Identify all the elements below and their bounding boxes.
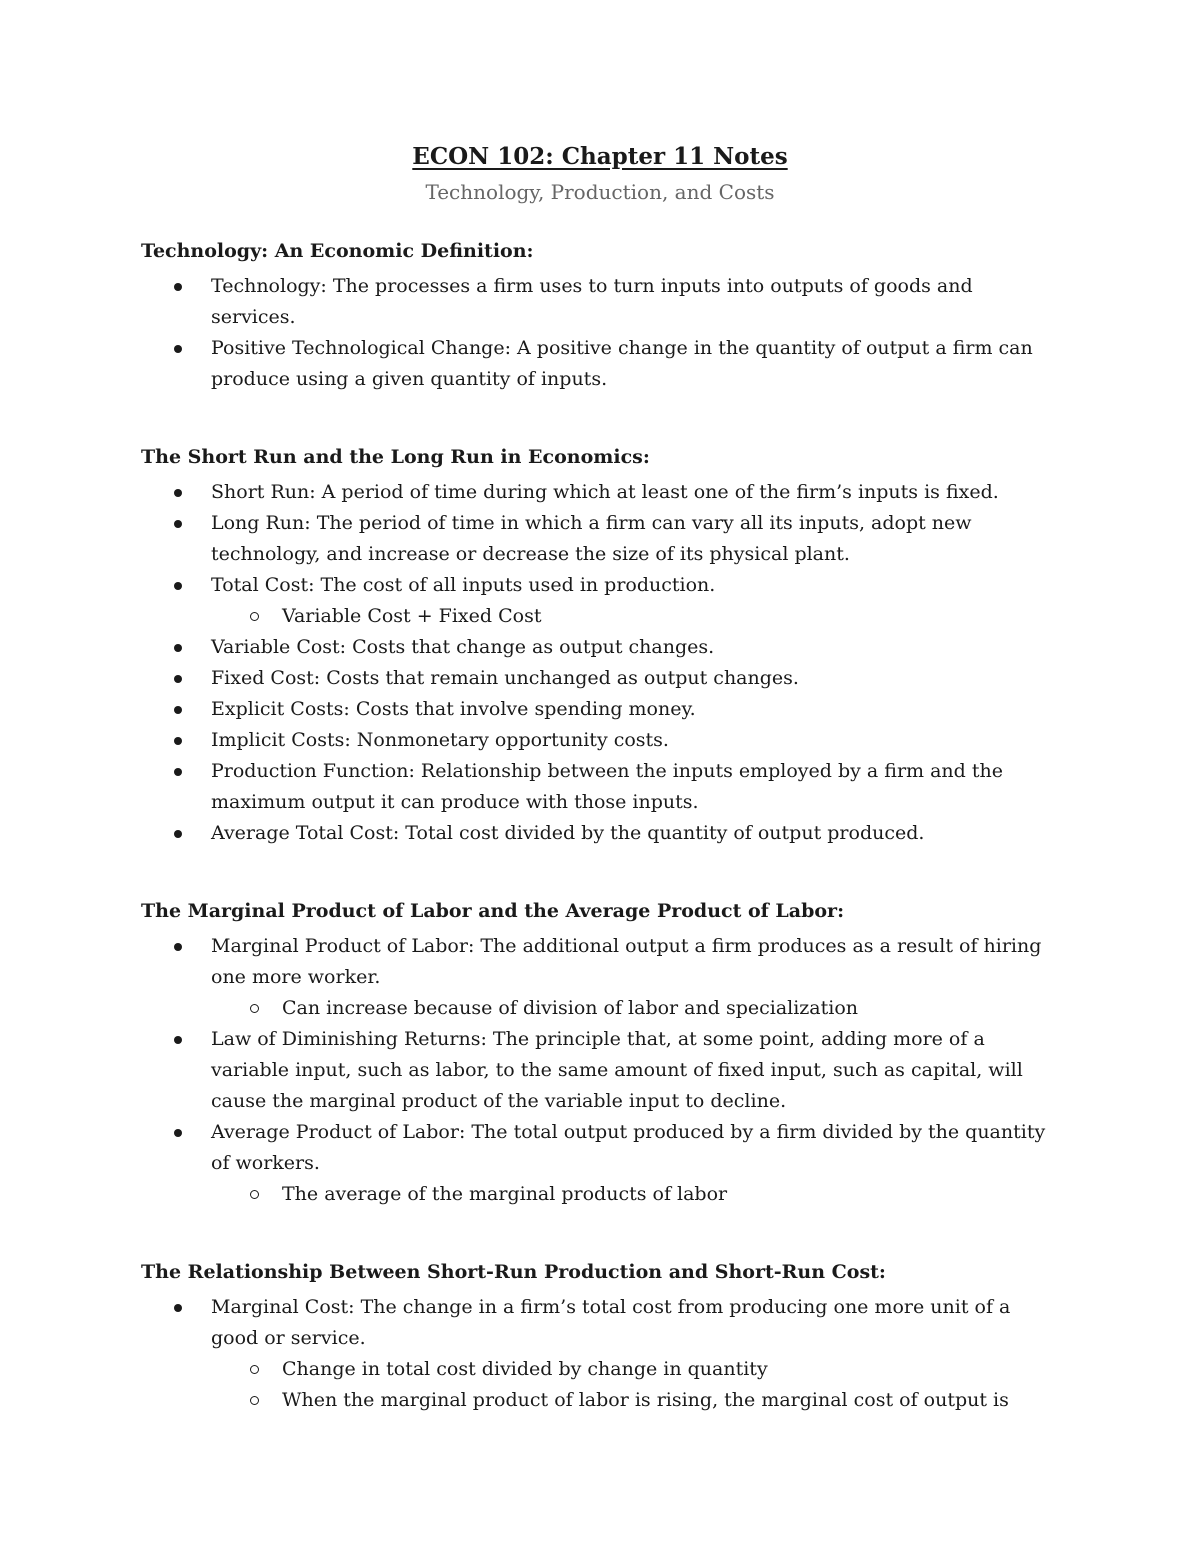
list-item: [141, 663, 1061, 694]
list-item: [141, 333, 1061, 395]
sub-list-item: [211, 1385, 1061, 1416]
list-item: [141, 508, 1061, 570]
bullet-icon: [174, 737, 182, 745]
sub-list: [211, 1354, 1061, 1416]
list-item-text: Average Total Cost: Total cost divided by the quantity of output produced.: [211, 822, 925, 844]
list-item-text: Positive Technological Change: A positive change in the quantity of output a firm can produce using a given quantity of inputs.: [211, 337, 1033, 390]
bullet-icon: [174, 943, 182, 951]
sub-list-item: [211, 601, 1061, 632]
sub-list-item: [211, 1179, 1061, 1210]
bullet-icon: [174, 1129, 182, 1137]
list-item-text: Technology: The processes a firm uses to turn inputs into outputs of goods and services.: [211, 275, 973, 328]
bullet-list: [141, 1292, 1061, 1416]
hollow-bullet-icon: [250, 612, 259, 621]
list-item: [141, 1117, 1061, 1210]
sub-list-item-text: Change in total cost divided by change in quantity: [282, 1358, 768, 1380]
list-item: [141, 725, 1061, 756]
section: [141, 236, 1061, 395]
list-item: [141, 756, 1061, 818]
bullet-list: [141, 271, 1061, 395]
sub-list-item: [211, 993, 1061, 1024]
list-item-text: Marginal Cost: The change in a firm’s total cost from producing one more unit of a good or service.: [211, 1296, 1011, 1349]
hollow-bullet-icon: [250, 1004, 259, 1013]
sub-list: [211, 1179, 1061, 1210]
section-heading: The Relationship Between Short-Run Production and Short-Run Cost:: [141, 1261, 886, 1283]
section-heading: The Short Run and the Long Run in Economics:: [141, 446, 650, 468]
list-item-text: Law of Diminishing Returns: The principle that, at some point, adding more of a variable input, such as labor, to the same amount of fixed input, such as capital, will cause the marginal product of the variable input to decline.: [211, 1028, 1023, 1112]
sub-list-item-text: When the marginal product of labor is rising, the marginal cost of output is: [282, 1389, 1009, 1411]
section-heading: The Marginal Product of Labor and the Average Product of Labor:: [141, 900, 845, 922]
bullet-icon: [174, 706, 182, 714]
bullet-icon: [174, 283, 182, 291]
hollow-bullet-icon: [250, 1190, 259, 1199]
list-item: [141, 271, 1061, 333]
list-item-text: Long Run: The period of time in which a firm can vary all its inputs, adopt new technology, and increase or decrease the size of its physical plant.: [211, 512, 972, 565]
list-item: [141, 632, 1061, 663]
list-item: [141, 1024, 1061, 1117]
section: [141, 896, 1061, 1210]
bullet-icon: [174, 1304, 182, 1312]
section-heading: Technology: An Economic Definition:: [141, 240, 534, 262]
list-item: [141, 694, 1061, 725]
list-item: [141, 818, 1061, 849]
sub-list: [211, 601, 1061, 632]
bullet-icon: [174, 1036, 182, 1044]
list-item: [141, 1292, 1061, 1416]
sub-list: [211, 993, 1061, 1024]
section: [141, 1257, 1061, 1416]
sub-list-item-text: Can increase because of division of labor and specialization: [282, 997, 859, 1019]
list-item-text: Short Run: A period of time during which at least one of the firm’s inputs is fixed.: [211, 481, 999, 503]
bullet-list: [141, 931, 1061, 1210]
bullet-icon: [174, 345, 182, 353]
list-item-text: Total Cost: The cost of all inputs used in production.: [211, 574, 716, 596]
list-item: [141, 570, 1061, 632]
page-subtitle: Technology, Production, and Costs: [425, 180, 775, 204]
list-item-text: Explicit Costs: Costs that involve spending money.: [211, 698, 696, 720]
bullet-icon: [174, 520, 182, 528]
sub-list-item-text: Variable Cost + Fixed Cost: [282, 605, 542, 627]
bullet-icon: [174, 675, 182, 683]
bullet-icon: [174, 830, 182, 838]
hollow-bullet-icon: [250, 1396, 259, 1405]
bullet-icon: [174, 768, 182, 776]
list-item-text: Implicit Costs: Nonmonetary opportunity costs.: [211, 729, 669, 751]
section: [141, 442, 1061, 849]
list-item-text: Fixed Cost: Costs that remain unchanged as output changes.: [211, 667, 799, 689]
bullet-icon: [174, 644, 182, 652]
list-item-text: Average Product of Labor: The total output produced by a firm divided by the quantity of workers.: [211, 1121, 1046, 1174]
bullet-icon: [174, 489, 182, 497]
page-title: ECON 102: Chapter 11 Notes: [412, 143, 788, 170]
hollow-bullet-icon: [250, 1365, 259, 1374]
sub-list-item-text: The average of the marginal products of labor: [282, 1183, 728, 1205]
list-item-text: Production Function: Relationship between the inputs employed by a firm and the maximum output it can produce with those inputs.: [211, 760, 1003, 813]
list-item: [141, 477, 1061, 508]
list-item-text: Marginal Product of Labor: The additional output a firm produces as a result of hiring one more worker.: [211, 935, 1042, 988]
sub-list-item: [211, 1354, 1061, 1385]
bullet-icon: [174, 582, 182, 590]
notes-body: [141, 236, 1061, 1463]
list-item: [141, 931, 1061, 1024]
list-item-text: Variable Cost: Costs that change as output changes.: [211, 636, 715, 658]
bullet-list: [141, 477, 1061, 849]
